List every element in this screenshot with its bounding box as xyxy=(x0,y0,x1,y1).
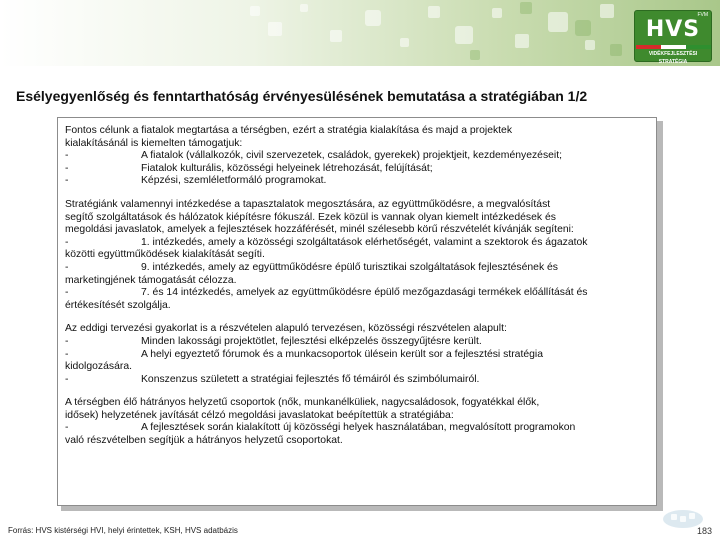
paragraph-line: A térségben élő hátrányos helyzetű csoportok (nők, munkanélküliek, nagycsaládosok, fogyatékkal élők, xyxy=(65,397,540,409)
bullet-dash: - xyxy=(65,236,69,248)
banner-decoration xyxy=(0,0,720,66)
content-textbox xyxy=(57,117,657,506)
logo-corner-text: FVM xyxy=(697,12,708,18)
bullet-text: Fiatalok kulturális, közösségi helyeinek létrehozását, felújítását; xyxy=(141,162,433,174)
bullet-dash: - xyxy=(65,162,69,174)
bullet-continuation: kidolgozására. xyxy=(65,361,133,373)
bullet-item xyxy=(65,374,650,387)
bullet-item xyxy=(65,237,650,250)
bullet-item xyxy=(65,336,650,349)
bullet-text: A fejlesztések során kialakított új közösségi helyek használatában, megvalósított programokon xyxy=(141,422,576,434)
bullet-text: A helyi egyeztető fórumok és a munkacsoportok ülésein került sor a fejlesztési stratégia xyxy=(141,348,543,360)
bullet-dash: - xyxy=(65,422,69,434)
bullet-continuation: marketingjének támogatását célozza. xyxy=(65,274,237,286)
bullet-text: Képzési, szemléletformáló programokat. xyxy=(141,175,327,187)
bullet-continuation: közötti együttműködések kialakítását segíti. xyxy=(65,249,265,261)
paragraph xyxy=(65,125,650,188)
bullet-item xyxy=(65,163,650,176)
content-paragraphs xyxy=(65,125,650,448)
flag-stripe-white xyxy=(661,45,686,49)
bullet-text: 7. és 14 intézkedés, amelyek az együttműködésre épülő mezőgazdasági termékek előállítását és xyxy=(141,287,588,299)
paragraph xyxy=(65,323,650,386)
paragraph xyxy=(65,199,650,312)
paragraph-line: Az eddigi tervezési gyakorlat is a részvételen alapuló tervezésen, közösségi részvételen alapult: xyxy=(65,323,507,335)
bullet-continuation: való részvételben segítjük a hátrányos helyzetű csoportokat. xyxy=(65,435,343,447)
paragraph xyxy=(65,397,650,447)
bullet-dash: - xyxy=(65,175,69,187)
paragraph-line: megoldási javaslatok, amelyek a fejlesztések hozzáférését, minél szélesebb körű részvételét kívánják segíteni: xyxy=(65,224,574,236)
paragraph-line: Fontos célunk a fiatalok megtartása a térségben, ezért a stratégia kialakítása és majd a projektek xyxy=(65,125,513,136)
logo-subtitle: VIDÉKFEJLESZTÉSI STRATÉGIA xyxy=(648,51,698,65)
paragraph-line: idősek) helyzetének javítását célzó megoldási javaslatokat beépítettük a stratégiába: xyxy=(65,409,454,421)
page-number: 183 xyxy=(696,526,712,536)
bullet-item xyxy=(65,422,650,435)
bullet-item xyxy=(65,287,650,300)
bullet-text: 9. intézkedés, amely az együttműködésre épülő turisztikai szolgáltatások fejlesztésének és xyxy=(141,261,558,273)
bullet-text: A fiatalok (vállalkozók, civil szervezetek, családok, gyerekek) projektjeit, kezdeményezéseit; xyxy=(141,150,563,162)
header-banner xyxy=(0,0,720,66)
hvs-logo xyxy=(634,10,712,65)
bullet-item xyxy=(65,150,650,163)
bullet-dash: - xyxy=(65,150,69,162)
logo-main-text: HVS xyxy=(645,17,701,42)
bullet-item xyxy=(65,175,650,188)
paragraph-line: Stratégiánk valamennyi intézkedése a tapasztalatok megosztására, az együttműködésre, a megvalósítást xyxy=(65,198,551,210)
bullet-dash: - xyxy=(65,261,69,273)
bullet-dash: - xyxy=(65,348,69,360)
logo-flag xyxy=(635,45,711,49)
bullet-continuation: értékesítését szolgálja. xyxy=(65,299,171,311)
bullet-text: Konszenzus született a stratégiai fejlesztés fő témáiról és szimbólumairól. xyxy=(141,373,480,385)
bullet-text: 1. intézkedés, amely a közösségi szolgáltatások elérhetőségét, valamint a szektorok és ágazatok xyxy=(141,236,588,248)
bullet-item xyxy=(65,349,650,362)
bullet-dash: - xyxy=(65,287,69,299)
bullet-dash: - xyxy=(65,335,69,347)
bullet-dash: - xyxy=(65,373,69,385)
bullet-text: Minden lakossági projektötlet, fejlesztési elképzelés összegyűjtésre került. xyxy=(141,335,482,347)
paragraph-line: segítő szolgáltatások és hálózatok kiépítésre fókuszál. Ezek közül is vannak olyan kiemelt intézkedések és xyxy=(65,211,556,223)
flag-stripe-green xyxy=(686,45,711,49)
source-footnote: Forrás: HVS kistérségi HVI, helyi érintettek, KSH, HVS adatbázis xyxy=(8,526,238,535)
page-title: Esélyegyenlőség és fenntarthatóság érvényesülésének bemutatása a stratégiában 1/2 xyxy=(16,88,588,104)
flag-stripe-red xyxy=(636,45,661,49)
bullet-item xyxy=(65,262,650,275)
paragraph-line: kialakításánál is kiemelten támogatjuk: xyxy=(65,137,243,149)
